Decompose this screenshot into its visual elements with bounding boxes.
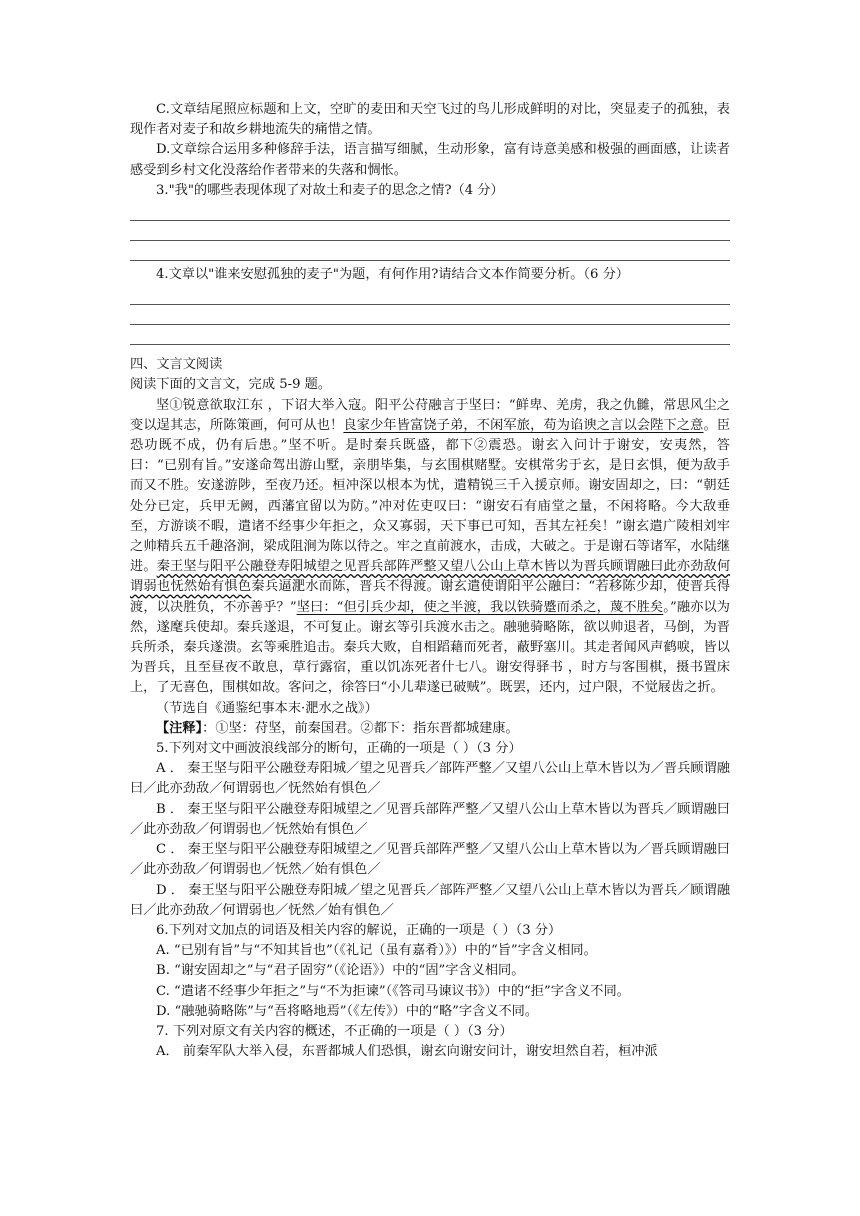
q5-option-d: D ． 秦王坚与阳平公融登寿阳城／望之见晋兵／部阵严整／又望八公山上草木皆以为晋兵／顾谓融曰／此亦劲敌／何谓弱也／怃然／始有惧色／: [130, 882, 731, 918]
underlined-sentence: 良家少年皆富饶子弟，不闲军旅，苟为谄谀之言以会陛下之意: [343, 417, 704, 433]
q6-option-d: D. “融驰骑略陈”与“吾将略地焉”（《左传》）中的“略”字含义不同。: [156, 1003, 539, 1019]
section-title: 四、文言文阅读: [130, 357, 223, 373]
question-6: 6.下列对文加点的词语及相关内容的解说，正确的一项是（ ）（3 分）: [156, 922, 562, 938]
passage-text: 秦兵逼淝水而陈，晋兵不得渡。谢玄遣使谓阳平公融曰：“若移陈少却，使晋兵得渡，以决胜负，不亦善乎？”: [130, 579, 731, 615]
q5-option-b: B ． 秦王坚与阳平公融登寿阳城望之／见晋兵部阵严整／又望八公山上草木皆以为晋兵／顾谓融曰／此亦劲敌／何谓弱也／怃然始有惧色／: [130, 801, 730, 837]
q6-option-c: C. “遣诸不经事少年拒之”与“不为拒谏”（《答司马谏议书》）中的“拒”字含义不同。: [156, 983, 630, 999]
question-3: 3."我"的哪些表现体现了对故土和麦子的思念之情?（4 分）: [156, 182, 504, 198]
q2-option-c: C.文章结尾照应标题和上文，空旷的麦田和天空飞过的鸟儿形成鲜明的对比，突显麦子的孤独，表现作者对麦子和故乡耕地流失的痛惜之情。: [130, 102, 730, 138]
answer-line: [130, 241, 730, 261]
document-page: [130, 100, 730, 1062]
q6-option-a: A. “已别有旨”与“不知其旨也”（《礼记（虽有嘉肴）》）中的“旨”字含义相同。: [156, 943, 597, 959]
passage-text: 。”融亦以为然，遂麾兵使却。秦兵遂退，不可复止。谢玄等引兵渡水击之。融驰骑略陈，欲以帅退者，马倒，为晋兵所杀，秦兵遂溃。玄等乘胜追击。秦兵大败，自相蹈藉而死者，蔽野塞川。其走者闻风声鹤唳，皆以为晋兵，且至昼夜不敢息，草行露宿，重以饥冻死者什七八。谢安得驿书 ，时方与客围棋，摄书置床上，了无喜色，围棋如故。客问之，徐答曰“小儿辈遂已破贼”。既罢，还内，过户限，不觉屐齿之折。: [130, 599, 730, 696]
q7-option-a: A． 前秦军队大举入侵，东晋都城人们恐惧，谢玄向谢安问计，谢安坦然自若，桓冲派: [156, 1044, 658, 1060]
answer-line: [130, 305, 730, 325]
q6-option-b: B. “谢安固却之”与“君子固穷”（《论语》）中的“固”字含义相同。: [156, 963, 525, 979]
wavy-underlined-sentence: 秦王坚与阳平公融登寿阳城望之见晋兵部阵严整又望八公山上草木皆以为晋兵顾谓融曰此亦劲敌何谓弱也怃然始有惧色: [130, 559, 731, 595]
q2-option-d: D.文章综合运用多种修辞手法，语言描写细腻，生动形象，富有诗意美感和极强的画面感，让读者感受到乡村文化没落给作者带来的失落和惆怅。: [130, 142, 730, 178]
section-instruction: 阅读下面的文言文，完成 5-9 题。: [130, 377, 332, 393]
passage-notes: [130, 719, 730, 739]
answer-line: [130, 285, 730, 305]
q5-option-a: A ． 秦王坚与阳平公融登寿阳城／望之见晋兵／部阵严整／又望八公山上草木皆以为／晋兵顾谓融曰／此亦劲敌／何谓弱也／怃然始有惧色／: [130, 761, 730, 797]
classical-passage: [130, 396, 730, 699]
question-5: 5.下列对文中画波浪线部分的断句，正确的一项是（ ）（3 分）: [156, 741, 522, 757]
passage-source: （节选自《通鉴纪事本末·淝水之战》）: [156, 700, 378, 716]
question-7: 7. 下列对原文有关内容的概述，不正确的一项是（ ）（3 分）: [156, 1023, 513, 1039]
underlined-sentence: 坚曰：“但引兵少却，使之半渡，我以铁骑蹙而杀之，蔑不胜矣: [296, 599, 664, 615]
q5-option-c: C ． 秦王坚与阳平公融登寿阳城望之／见晋兵部阵严整／又望八公山上草木皆以为／晋兵顾谓融曰／此亦劲敌／何谓弱也／怃然／始有惧色／: [130, 842, 730, 878]
notes-text: ：①坚：苻坚，前秦国君。②都下：指东晋都城建康。: [202, 720, 519, 736]
passage-text: 。”安遂命驾出游山墅，亲朋毕集，与玄围棋赌墅。安棋常劣于玄，是日玄惧，便为敌手而又不胜。安遂游陟，至夜乃还。桓冲深以根本为忧，遣精锐三千入援京师。谢安固却之，曰：“朝廷处分已定，兵甲无阙，西藩宜留以为防。”冲对佐吏叹曰：“谢安石有庙堂之量，不闲将略。今大敌垂至，方游谈不暇，遣诸不经事少年拒之，众又寡弱，天下事已可知，吾其左衽矣！”谢玄遣广陵相刘牢之帅精兵五千趣洛涧，梁成阻涧为陈以待之。牢之直前渡水，击成，大破之。于是谢石等诸军，水陆继进。: [130, 458, 730, 575]
answer-line: [130, 325, 730, 345]
passage-text: 。臣恐功既不成，仍有后患。”坚不听。是时秦兵既盛，都下②震恐。谢玄入问计于谢安，安夷然，答曰：“已别有旨: [130, 417, 731, 474]
question-4: 4.文章以"谁来安慰孤独的麦子"为题，有何作用?请结合文本作简要分析。（6 分）: [156, 267, 629, 283]
notes-label: 【注释】: [156, 720, 203, 736]
answer-line: [130, 221, 730, 241]
answer-line: [130, 201, 730, 221]
passage-text: 坚①锐意欲取江东 ，下诏大举入寇。阳平公苻融言于坚曰：“鲜卑、羌虏，我之仇雠，常思风尘之变以逞其志，所陈策画，何可从也！: [130, 397, 730, 433]
